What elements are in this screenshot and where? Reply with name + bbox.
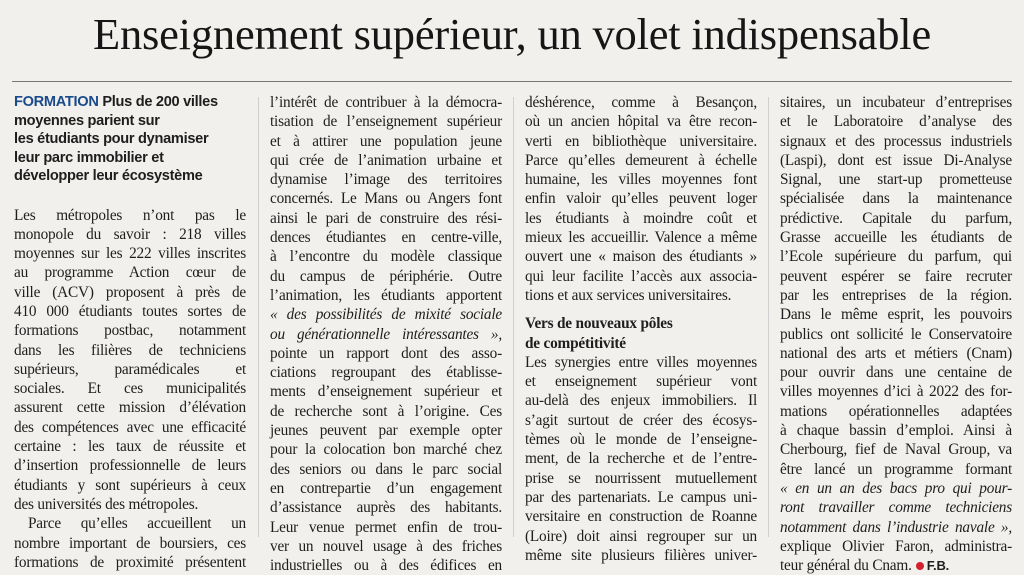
text-line: qui crée de l’animation urbaine et (270, 151, 502, 169)
text-line: dences étudiantes en centre-ville, (270, 229, 502, 247)
text-line: à l’encontre du modèle classique (270, 248, 502, 266)
text-line: tèmes où le monde de l’enseigne- (525, 431, 757, 449)
text-line: ront travailler comme techniciens (780, 499, 1012, 517)
author-signature: F.B. (926, 558, 950, 574)
text-line: par des partenariats. Le campus uni- (525, 488, 757, 506)
final-line (780, 556, 1012, 575)
subheading-line: de compétitivité (525, 334, 626, 352)
kicker: FORMATION (14, 94, 99, 110)
text-line: Parce qu’elles demeurent à échelle (525, 151, 757, 169)
text-line: industrielles ou à des édifices en (270, 557, 502, 575)
text-line: des seniors ou dans le parc social (270, 460, 502, 478)
body-text (525, 353, 757, 565)
text-line: du campus de périphérie. Outre (270, 267, 502, 285)
text-line: à chaque bassin d’emploi. Ainsi à (780, 422, 1012, 440)
text-line: peuvent espérer se faire recruter (780, 267, 1012, 285)
body-text (270, 93, 502, 575)
text-line: Dans le même esprit, les pouvoirs (780, 306, 1012, 324)
text-line: sitaires, un incubateur d’entreprises (780, 94, 1012, 111)
text-line: (Laspi), dont est issue Di-Analyse (780, 151, 1012, 169)
text-line: l’intérêt de contribuer à la démocra- (270, 94, 502, 111)
text-line: déshérence, comme à Besançon, (525, 94, 757, 111)
text-line: monopole du savoir : 218 villes (14, 225, 246, 243)
text-line: des compétences avec une efficacité (14, 418, 246, 436)
headline: Enseignement supérieur, un volet indispensable (92, 9, 932, 59)
text-line: au programme Action cœur de (14, 264, 246, 282)
text-line: ments d’enseignement supérieur et (270, 383, 502, 401)
text-line: 410 000 étudiants toutes sortes de (14, 302, 246, 320)
text-line: de recherche sont à l’origine. Ces (270, 402, 502, 420)
column-separator (768, 97, 769, 537)
text-line: concernés. Le Mans ou Angers font (270, 190, 502, 208)
text-line: nombre important de boursiers, ces (14, 534, 246, 552)
text-line: ver un nouvel usage à des friches (270, 537, 502, 555)
lead-line: leur parc immobilier et (14, 149, 164, 166)
text-line: versitaire en construction de Roanne (525, 508, 757, 526)
text-line: « en un an des bacs pro qui pour- (780, 479, 1012, 497)
text-line: ment, de la recherche et de l’entre- (525, 450, 757, 468)
text-line: national des arts et métiers (Cnam) (780, 344, 1012, 362)
text-line: pointe un rapport dont des asso- (270, 344, 502, 362)
text-line: formations de proximité présentent (14, 553, 246, 571)
body-text (780, 93, 1012, 556)
text-line: spécialisée dans la maintenance (780, 190, 1012, 208)
text-line: jeunes peuvent par exemple opter (270, 422, 502, 440)
lead-line: les étudiants pour dynamiser (14, 131, 209, 147)
text-line: l’animation, les étudiants apportent (270, 286, 502, 304)
column-3 (525, 93, 757, 565)
text-line: Signal, une start-up prometteuse (780, 171, 1012, 189)
text-line: qui leur facilite l’accès aux associa- (525, 267, 757, 285)
lead-paragraph (14, 93, 246, 186)
text-line: même site plusieurs filières univer- (525, 546, 757, 564)
text-line: villes moyennes d’ici à 2022 des for- (780, 383, 1012, 401)
column-separator (513, 97, 514, 537)
headline-rule (12, 81, 1012, 82)
text-line: Cherbourg, fief de Naval Group, va (780, 441, 1012, 459)
text-line: mieux les accueillir. Valence a même (525, 229, 757, 247)
text-line: ouvert une « maison des étudiants » (525, 248, 757, 266)
text-line: en contrepartie d’un engagement (270, 479, 502, 497)
text-line: tisation de l’enseignement supérieur (270, 113, 502, 131)
text-line: au-delà des enjeux immobiliers. Il (525, 392, 757, 410)
text-line: signaux et des processus industriels (780, 132, 1012, 150)
text-line: « des possibilités de mixité sociale (270, 306, 502, 324)
text-line: étudiants y sont supérieurs à ceux (14, 476, 246, 494)
text-line: l’Ecole supérieure du parfum, qui (780, 248, 1012, 266)
text-line: mations opérationnelles adaptées (780, 402, 1012, 420)
text-line: ciations regroupant des établisse- (270, 364, 502, 382)
text-line: notamment dans l’industrie navale », (780, 518, 1012, 536)
text-line: pour la colocation bon marché chez (270, 441, 502, 459)
text-line: ou générationnelle intéressantes », (270, 325, 502, 343)
text-line: publics ont sollicité le Conservatoire (780, 325, 1012, 343)
end-mark-dot (916, 562, 924, 570)
text-line: ainsi le pari de construire des rési- (270, 209, 502, 227)
text-line: Parce qu’elles accueillent un (28, 515, 246, 533)
text-line: les étudiants à moindre coût et (525, 209, 757, 227)
text-line: par les entreprises de la région. (780, 286, 1012, 304)
text-line: être lancé un programme formant (780, 460, 1012, 478)
subheading (525, 314, 757, 353)
text-line: assurent cette mission d’élévation (14, 399, 246, 417)
column-4 (780, 93, 1012, 575)
text-line: prise se nourrissent mutuellement (525, 469, 757, 487)
text-line: dynamise l’image des territoires (270, 171, 502, 189)
text-line: d’assistance auprès des habitants. (270, 499, 502, 517)
text-line: et le Laboratoire d’analyse des (780, 113, 1012, 131)
text-line: certaine : les taux de réussite et (14, 438, 246, 456)
text-line: d’insertion professionnelle de leurs (14, 457, 246, 475)
body-text (14, 206, 246, 573)
text-line: et enseignement supérieur vont (525, 373, 757, 391)
text-line: prédictive. Capitale du parfum, (780, 209, 1012, 227)
text-line: Les métropoles n’ont pas le (14, 206, 246, 224)
column-1 (14, 93, 246, 572)
lead-line: moyennes parient sur (14, 112, 160, 129)
text-line: humaine, les villes moyennes font (525, 171, 757, 189)
text-line: dans les filières de techniciens (14, 341, 246, 359)
column-separator (258, 97, 259, 537)
text-line: formations postbac, notamment (14, 322, 246, 340)
body-text (525, 93, 757, 305)
text-line: tions et aux services universitaires. (525, 286, 732, 304)
text-line: sociales. Et ces municipalités (14, 380, 246, 398)
text-line: moyennes sur les 222 villes inscrites (14, 245, 246, 263)
text-line: supérieurs, paramédicales et (14, 360, 246, 378)
text-line: pour ouvrir dans une centaine de (780, 364, 1012, 382)
column-2 (270, 93, 502, 575)
text-line: explique Olivier Faron, administra- (780, 537, 1012, 555)
text-line: et à attirer une population jeune (270, 132, 502, 150)
text-line: des universités des métropoles. (14, 495, 199, 513)
lead-line: Plus de 200 villes (102, 94, 218, 110)
final-text: teur général du Cnam. (780, 557, 912, 575)
subheading-line: Vers de nouveaux pôles (525, 315, 673, 333)
text-line: verti en bibliothèque universitaire. (525, 132, 757, 150)
text-line: enfin valoir qu’elles peuvent loger (525, 190, 757, 208)
text-line: où un ancien hôpital va être recon- (525, 113, 757, 131)
text-line: (Loire) doit ainsi regrouper sur un (525, 527, 757, 545)
text-line: Grasse accueille les étudiants de (780, 229, 1012, 247)
text-line: Les synergies entre villes moyennes (525, 353, 757, 371)
lead-line: développer leur écosystème (14, 168, 203, 184)
text-line: ville (ACV) proposent à près de (14, 283, 246, 301)
text-line: Leur venue permet enfin de trou- (270, 518, 502, 536)
text-line: s’agit surtout de créer des écosys- (525, 411, 757, 429)
